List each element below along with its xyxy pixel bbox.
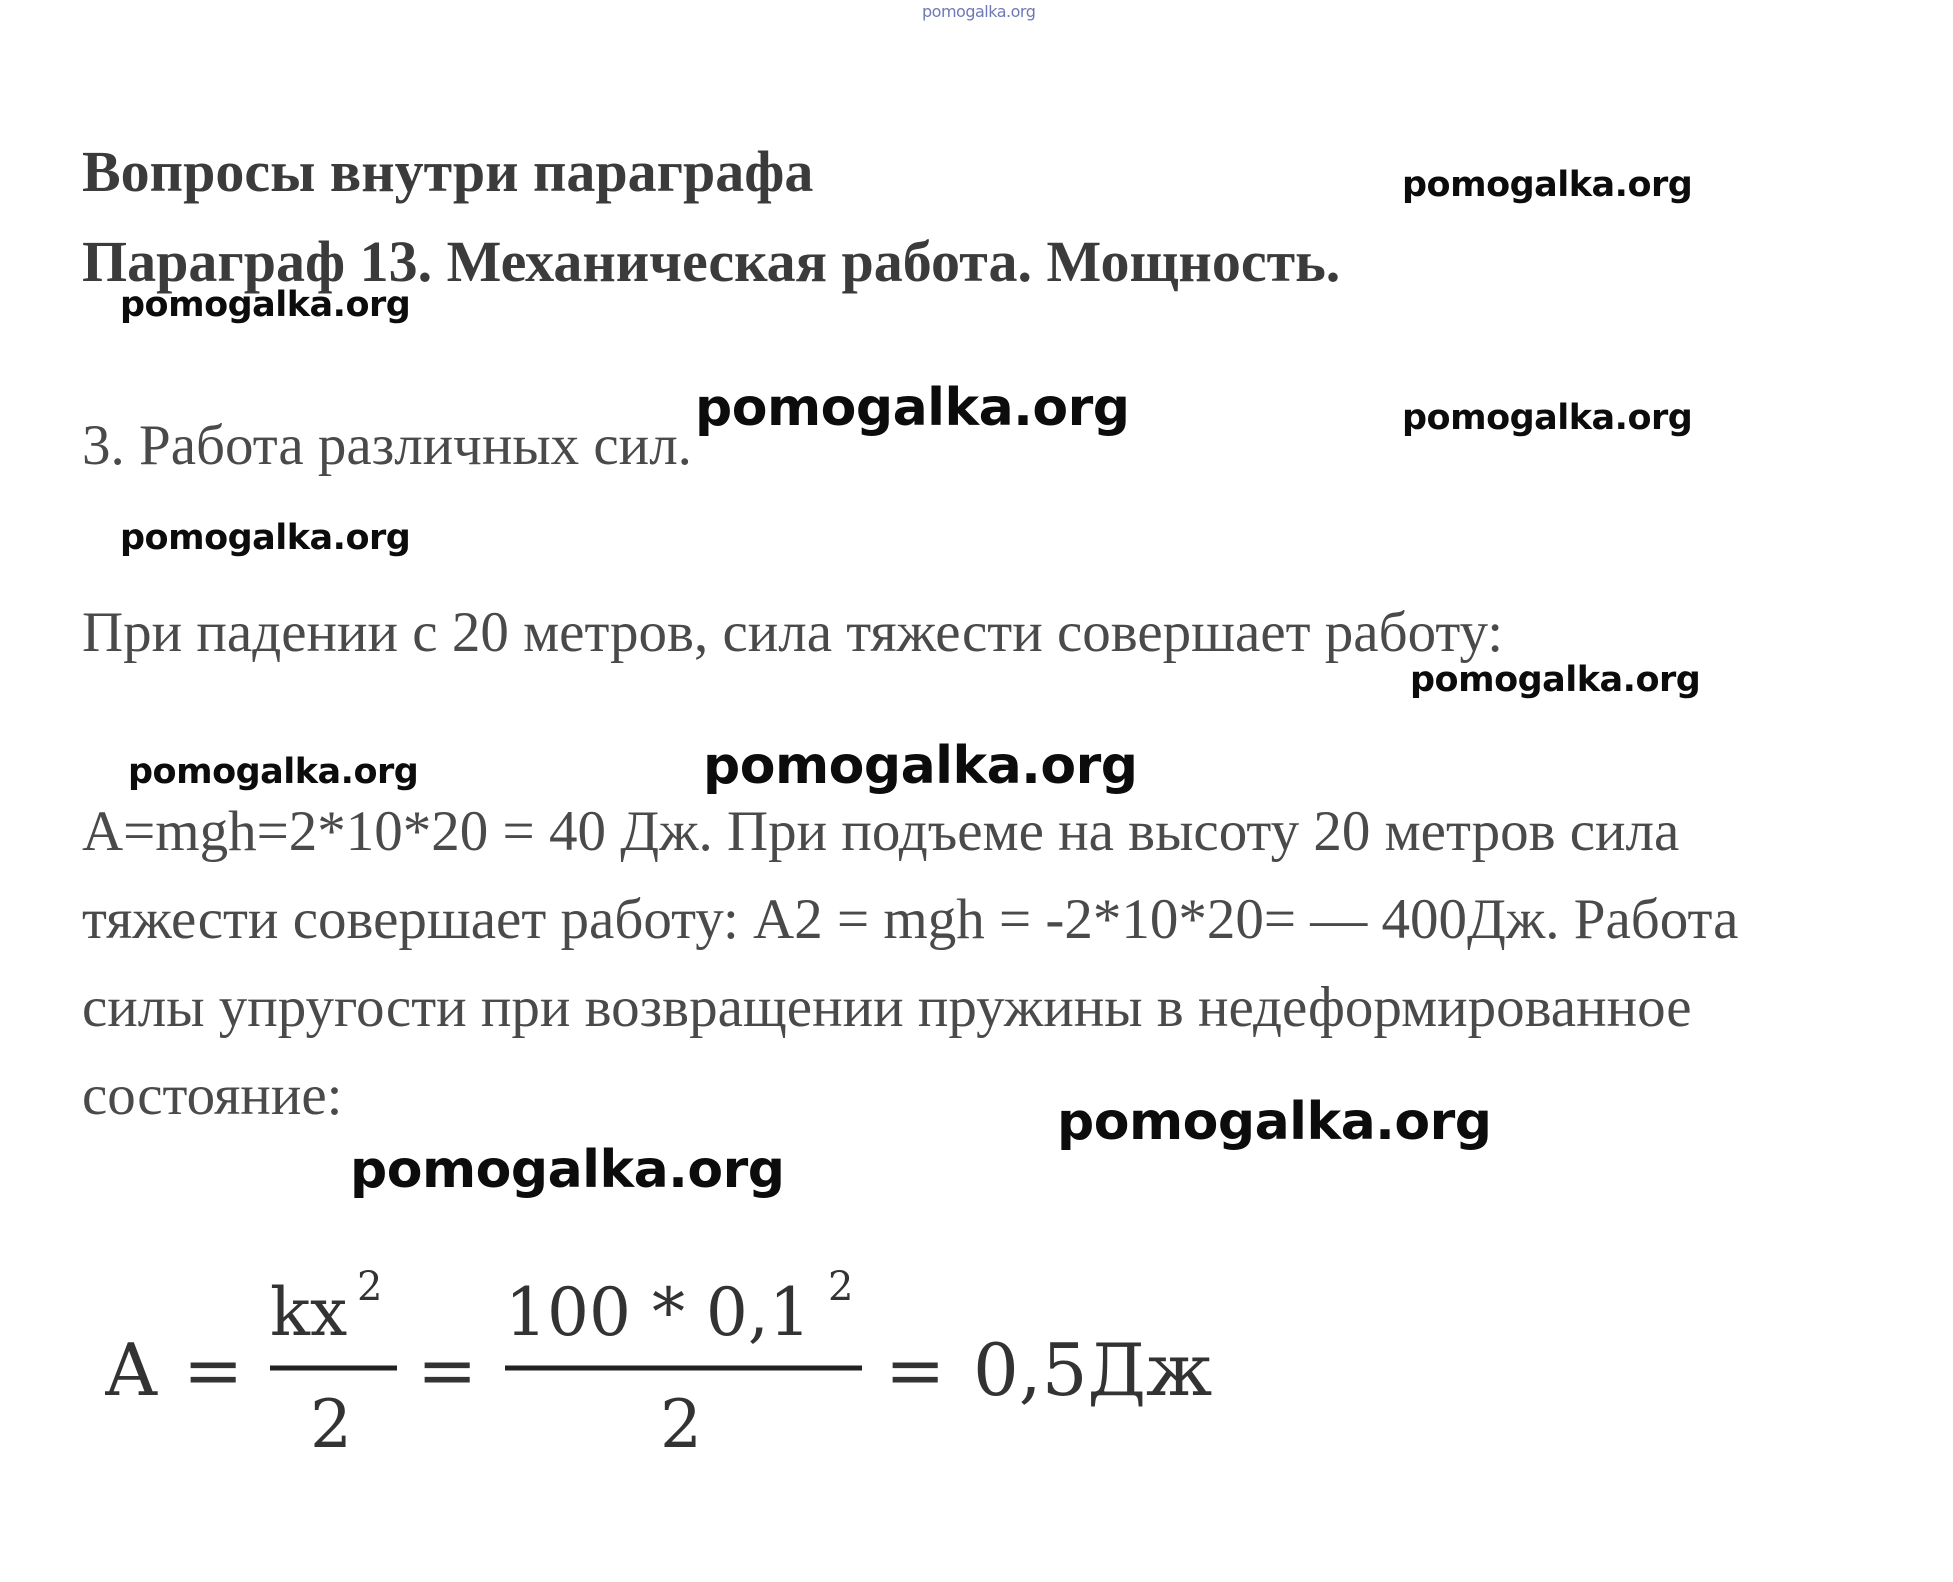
formula-equals: = <box>183 1328 244 1412</box>
section-heading: Вопросы внутри параграфа <box>82 139 814 204</box>
answer-paragraph-2 <box>82 788 1842 1140</box>
paragraph-line: силы упругости при возвращении пружины в недеформированное <box>82 976 1692 1039</box>
paragraph-line: состояние: <box>82 1064 343 1127</box>
paragraph-line: A=mgh=2*10*20 = 40 Дж. При подъеме на высоту 20 метров сила <box>82 800 1680 863</box>
paragraph-line: тяжести совершает работу: A2 = mgh = -2*10*20= — 400Дж. Работа <box>82 888 1739 951</box>
formula-result: 0,5Дж <box>973 1328 1213 1412</box>
formula-frac1-denominator: 2 <box>310 1386 352 1463</box>
watermark: pomogalka.org <box>350 1140 785 1200</box>
site-header-link[interactable]: pomogalka.org <box>922 2 1036 21</box>
watermark: pomogalka.org <box>1402 398 1693 438</box>
formula-equals: = <box>885 1328 946 1412</box>
formula-frac2-numerator: 100 * 0,1 <box>505 1274 811 1351</box>
work-formula <box>105 1255 1225 1475</box>
watermark: pomogalka.org <box>120 518 411 558</box>
formula-equals: = <box>417 1328 478 1412</box>
watermark: pomogalka.org <box>695 378 1130 438</box>
watermark: pomogalka.org <box>120 285 411 325</box>
watermark: pomogalka.org <box>703 736 1138 796</box>
formula-frac1-exponent: 2 <box>357 1264 383 1310</box>
formula-frac2-exponent: 2 <box>828 1264 854 1310</box>
paragraph-heading: Параграф 13. Механическая работа. Мощность. <box>82 229 1341 294</box>
formula-lhs: A <box>105 1328 157 1412</box>
watermark: pomogalka.org <box>1057 1092 1492 1152</box>
watermark: pomogalka.org <box>1410 660 1701 700</box>
formula-frac1-numerator: kx <box>270 1274 348 1351</box>
answer-paragraph-1: При падении с 20 метров, сила тяжести совершает работу: <box>82 601 1504 664</box>
question-title: 3. Работа различных сил. <box>82 414 692 477</box>
formula-frac2-denominator: 2 <box>660 1386 702 1463</box>
watermark: pomogalka.org <box>128 752 419 792</box>
watermark: pomogalka.org <box>1402 165 1693 205</box>
